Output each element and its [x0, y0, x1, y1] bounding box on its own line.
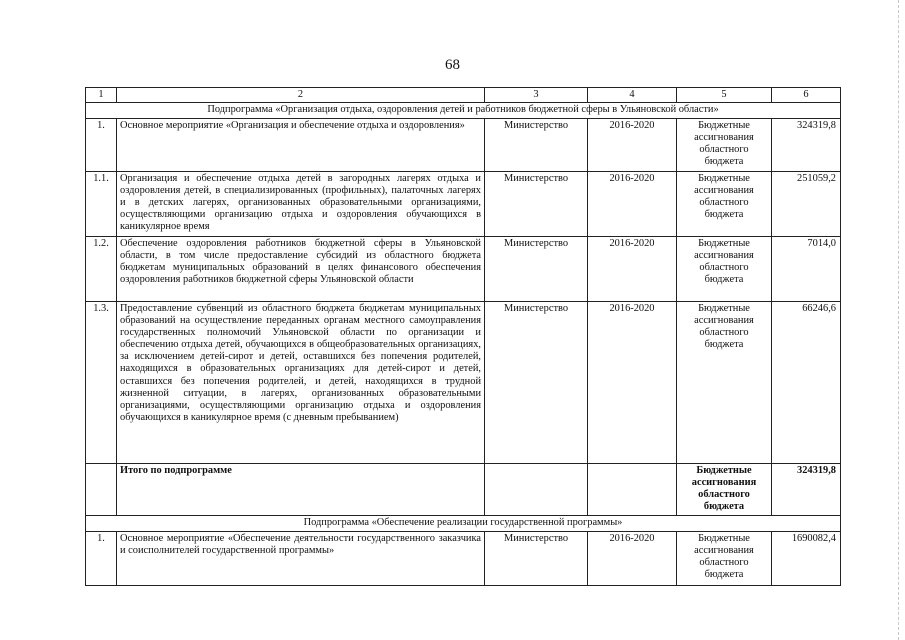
table-row — [86, 302, 841, 464]
row-funding-source: Бюджетные ассигнования областного бюджета — [677, 119, 772, 172]
subprogram-total-row — [86, 464, 841, 516]
table-row — [86, 119, 841, 172]
row-funding-source: Бюджетные ассигнования областного бюджета — [677, 302, 772, 464]
row-number: 1. — [86, 119, 117, 172]
row-executor: Министерство — [485, 119, 588, 172]
total-period-cell — [588, 464, 677, 516]
column-header: 1 — [86, 88, 117, 103]
row-executor: Министерство — [485, 237, 588, 302]
total-amount: 324319,8 — [772, 464, 841, 516]
subprogram-title: Подпрограмма «Обеспечение реализации государственной программы» — [86, 516, 841, 532]
row-executor: Министерство — [485, 532, 588, 586]
row-amount: 1690082,4 — [772, 532, 841, 586]
row-funding-source: Бюджетные ассигнования областного бюджета — [677, 172, 772, 237]
row-amount: 324319,8 — [772, 119, 841, 172]
row-executor: Министерство — [485, 172, 588, 237]
column-header: 6 — [772, 88, 841, 103]
table-header-row — [86, 88, 841, 103]
row-executor: Министерство — [485, 302, 588, 464]
row-amount: 251059,2 — [772, 172, 841, 237]
column-header: 3 — [485, 88, 588, 103]
row-description: Обеспечение оздоровления работников бюджетной сферы в Ульяновской области, в том числе предоставление субсидий из областного бюджета бюджетам муниципальных образований в целях финансового обеспечения оздоровления работников бюджетной сферы Ульяновской области — [117, 237, 485, 302]
row-number: 1.3. — [86, 302, 117, 464]
row-amount: 66246,6 — [772, 302, 841, 464]
table-row — [86, 172, 841, 237]
budget-table — [85, 87, 841, 586]
row-description: Основное мероприятие «Обеспечение деятельности государственного заказчика и соисполнителей государственной программы» — [117, 532, 485, 586]
scan-edge-line — [897, 0, 899, 640]
row-amount: 7014,0 — [772, 237, 841, 302]
total-number-cell — [86, 464, 117, 516]
column-header: 5 — [677, 88, 772, 103]
row-period: 2016-2020 — [588, 532, 677, 586]
column-header: 4 — [588, 88, 677, 103]
row-period: 2016-2020 — [588, 302, 677, 464]
table-row — [86, 532, 841, 586]
row-number: 1.2. — [86, 237, 117, 302]
row-funding-source: Бюджетные ассигнования областного бюджета — [677, 237, 772, 302]
subprogram-title-row — [86, 103, 841, 119]
row-number: 1.1. — [86, 172, 117, 237]
row-description: Основное мероприятие «Организация и обеспечение отдыха и оздоровления» — [117, 119, 485, 172]
row-funding-source: Бюджетные ассигнования областного бюджета — [677, 532, 772, 586]
row-period: 2016-2020 — [588, 172, 677, 237]
table-row — [86, 237, 841, 302]
subprogram-title: Подпрограмма «Организация отдыха, оздоровления детей и работников бюджетной сферы в Ульяновской области» — [86, 103, 841, 119]
row-number: 1. — [86, 532, 117, 586]
total-label: Итого по подпрограмме — [117, 464, 485, 516]
total-executor-cell — [485, 464, 588, 516]
column-header: 2 — [117, 88, 485, 103]
row-period: 2016-2020 — [588, 119, 677, 172]
total-funding-source: Бюджетные ассигнования областного бюджета — [677, 464, 772, 516]
row-period: 2016-2020 — [588, 237, 677, 302]
subprogram-title-row — [86, 516, 841, 532]
row-description: Предоставление субвенций из областного бюджета бюджетам муниципальных образований на осуществление переданных органам местного самоуправления государственных полномочий Ульяновской области по организации и обеспечению отдыха детей, обучающихся в общеобразовательных организациях, за исключением детей-сирот и детей, оставшихся без попечения родителей, находящихся в образовательных организациях для детей-сирот и детей, оставшихся без попечения родителей, и детей, находящихся в трудной жизненной ситуации, в лагерях, организованных образовательными организациями, осуществляющими организацию отдыха и оздоровления обучающихся в каникулярное время (с дневным пребыванием) — [117, 302, 485, 464]
row-description: Организация и обеспечение отдыха детей в загородных лагерях отдыха и оздоровления детей, в специализированных (профильных), палаточных лагерях и в детских лагерях, организованных образовательными организациями, осуществляющими организацию отдыха и оздоровления обучающихся в каникулярное время — [117, 172, 485, 237]
page-number: 68 — [445, 57, 460, 73]
